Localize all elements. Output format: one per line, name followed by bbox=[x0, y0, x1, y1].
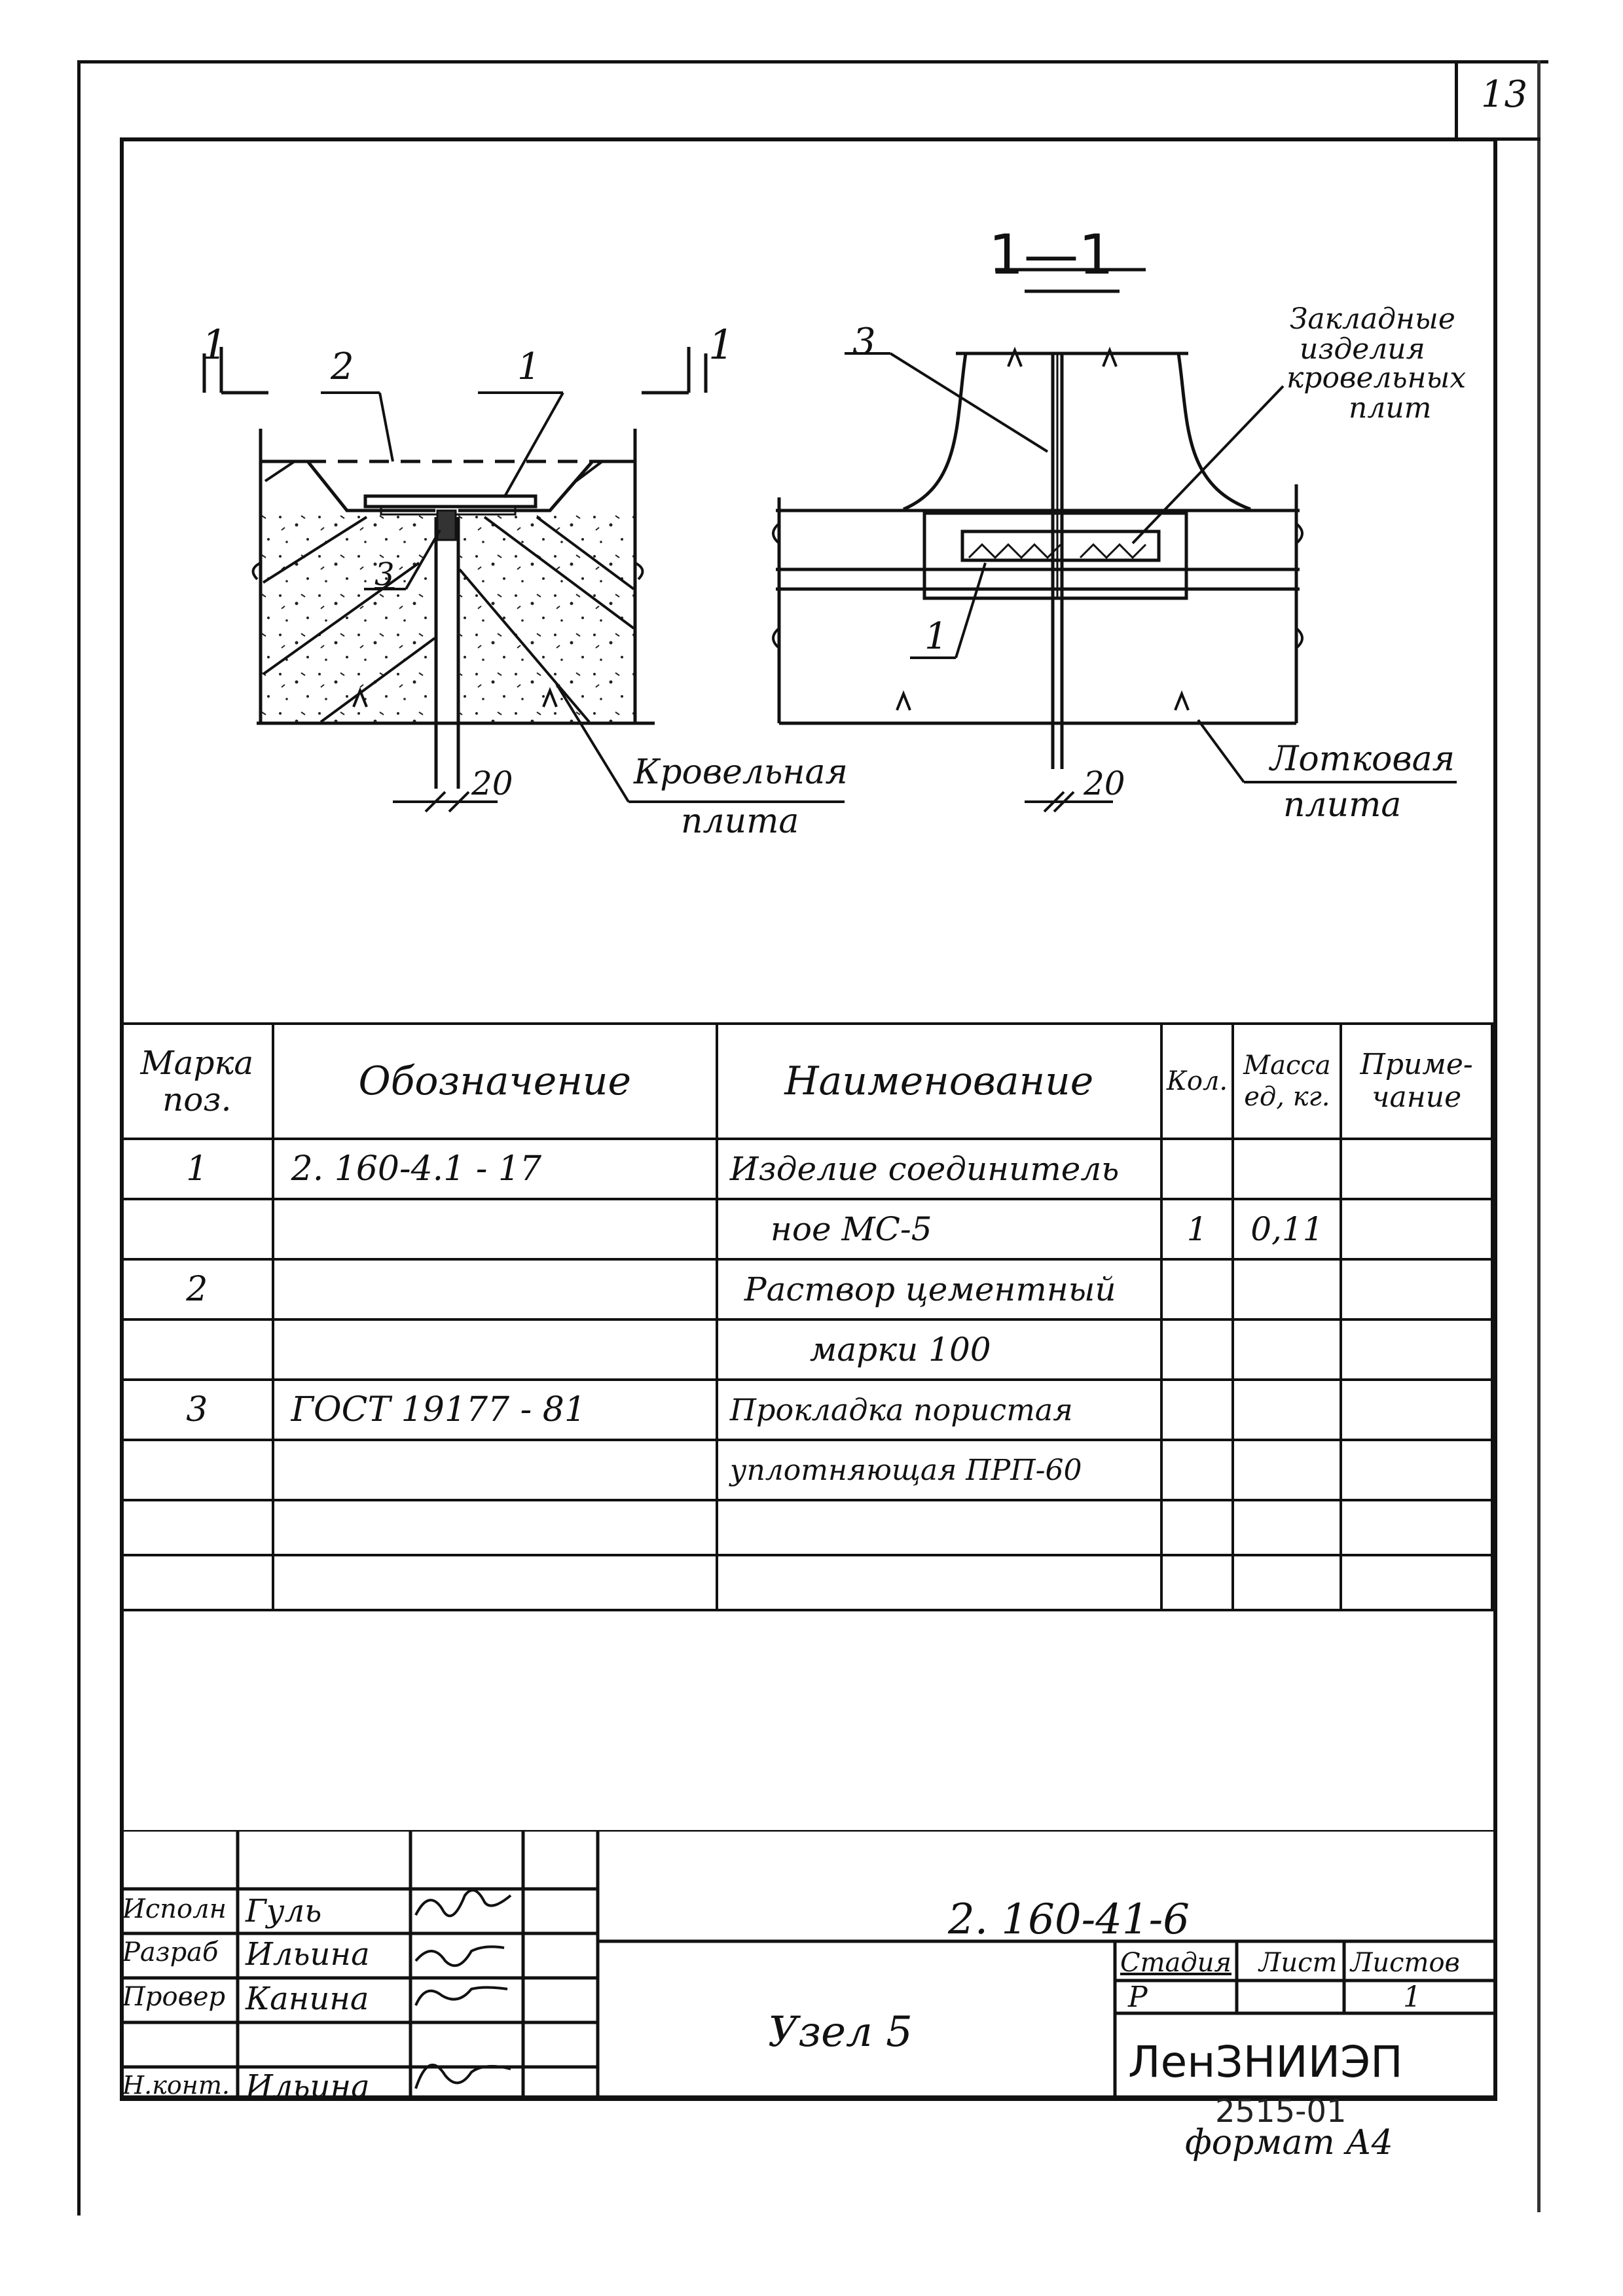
spec-row: ное МС-5 1 0,11 bbox=[121, 1199, 1492, 1259]
spec-row: 2 Раствор цементный bbox=[121, 1259, 1492, 1319]
name-developer: Ильина bbox=[246, 1936, 370, 1973]
footer-format: формат А4 bbox=[1185, 2123, 1393, 2162]
header-note: Приме- чание bbox=[1341, 1024, 1492, 1139]
left-callout-2: 2 bbox=[331, 346, 354, 388]
document-code: 2. 160-41-6 bbox=[948, 1895, 1190, 1944]
header-qty: Кол. bbox=[1161, 1024, 1233, 1139]
embedded-label-1: Закладные bbox=[1290, 302, 1455, 336]
spec-row: уплотняющая ПРП-60 bbox=[121, 1440, 1492, 1500]
header-mass: Масса ед, кг. bbox=[1233, 1024, 1341, 1139]
spec-row: марки 100 bbox=[121, 1319, 1492, 1380]
section-title: 1—1 bbox=[989, 223, 1114, 287]
right-callout-1: 1 bbox=[924, 615, 948, 658]
specification-table bbox=[120, 1022, 1493, 1611]
spec-row: 3 ГОСТ 19177 - 81 Прокладка пористая bbox=[121, 1380, 1492, 1440]
name-checker: Канина bbox=[246, 1981, 369, 2017]
stage-label: Стадия bbox=[1120, 1948, 1231, 1978]
role-norm-control: Н.конт. bbox=[122, 2071, 230, 2100]
right-callout-3: 3 bbox=[852, 321, 876, 363]
sheet-label: Лист bbox=[1259, 1948, 1338, 1978]
dimension-left: 20 bbox=[471, 764, 513, 802]
organization: ЛенЗНИИЭП bbox=[1128, 2037, 1403, 2087]
name-executor: Гуль bbox=[246, 1893, 322, 1929]
embedded-label-2: изделия bbox=[1300, 332, 1425, 366]
header-mark: Марка поз. bbox=[121, 1024, 273, 1139]
embedded-label-4: плит bbox=[1349, 391, 1432, 425]
title-block bbox=[120, 1830, 1493, 2105]
tray-slab-label-2: плита bbox=[1283, 785, 1402, 825]
stage-value: Р bbox=[1128, 1981, 1148, 2014]
dimension-right: 20 bbox=[1084, 764, 1125, 802]
spec-row: 1 2. 160-4.1 - 17 Изделие соединитель bbox=[121, 1139, 1492, 1199]
name-norm-control: Ильина bbox=[246, 2068, 370, 2105]
sheet-number-top: 13 bbox=[1481, 73, 1528, 116]
footer-code: 2515-01 bbox=[1215, 2093, 1347, 2130]
role-checker: Провер bbox=[122, 1982, 226, 2012]
header-designation: Обозначение bbox=[273, 1024, 717, 1139]
tray-slab-label-1: Лотковая bbox=[1270, 740, 1455, 779]
sheets-value: 1 bbox=[1403, 1981, 1421, 2014]
role-executor: Исполн bbox=[122, 1894, 227, 1924]
left-callout-1: 1 bbox=[517, 346, 541, 388]
embedded-label-3: кровельных bbox=[1286, 361, 1467, 395]
section-mark-left: 1 bbox=[202, 321, 228, 368]
roof-slab-label-1: Кровельная bbox=[634, 753, 848, 792]
spec-row bbox=[121, 1555, 1492, 1610]
roof-slab-label-2: плита bbox=[681, 802, 799, 841]
item-title: Узел 5 bbox=[768, 2008, 913, 2056]
header-name: Наименование bbox=[717, 1024, 1161, 1139]
spec-row bbox=[121, 1500, 1492, 1555]
left-callout-3: 3 bbox=[374, 556, 395, 593]
role-developer: Разраб bbox=[122, 1937, 219, 1967]
section-mark-right: 1 bbox=[708, 321, 735, 368]
spec-header-row bbox=[121, 1024, 1492, 1139]
sheets-label: Листов bbox=[1351, 1948, 1460, 1978]
